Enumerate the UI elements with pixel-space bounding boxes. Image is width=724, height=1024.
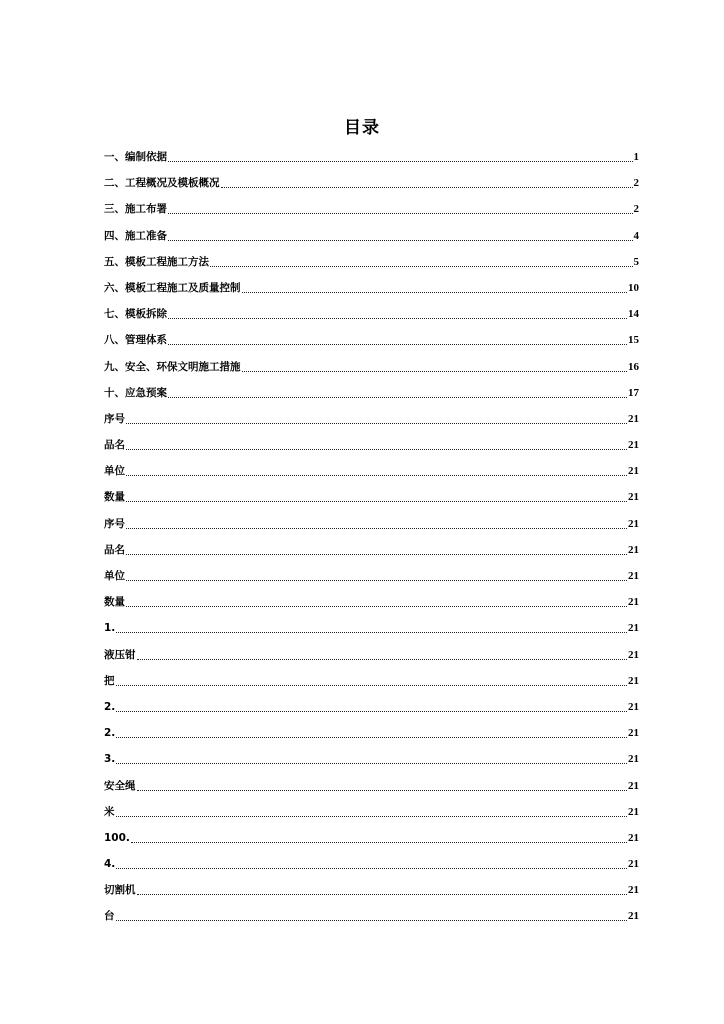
toc-entry-page-number: 21 (628, 596, 639, 609)
toc-dot-leader (137, 779, 628, 791)
toc-dot-leader (168, 333, 627, 345)
toc-entry-label: 八、管理体系 (104, 334, 167, 347)
toc-entry[interactable] (104, 412, 639, 438)
toc-entry-label: 序号 (104, 412, 125, 425)
toc-entry-label: 数量 (104, 491, 125, 504)
toc-entry-page-number: 2 (633, 203, 639, 216)
toc-entry-page-number: 1 (633, 151, 639, 163)
toc-dot-leader (116, 857, 627, 869)
toc-entry-label: 三、施工布署 (104, 203, 167, 216)
toc-dot-leader (126, 595, 627, 607)
toc-entry-page-number: 21 (628, 439, 639, 452)
toc-entry-page-number: 21 (628, 779, 639, 792)
toc-dot-leader (168, 307, 627, 319)
toc-entry[interactable] (104, 726, 639, 752)
toc-entry-page-number: 21 (628, 727, 639, 740)
toc-entry[interactable] (104, 857, 639, 883)
toc-entry-page-number: 21 (628, 700, 639, 713)
toc-entry[interactable] (104, 752, 639, 778)
toc-entry-label: 2. (104, 700, 116, 713)
toc-entry-label: 单位 (104, 465, 125, 478)
toc-entry-page-number: 21 (628, 465, 639, 478)
toc-entry-label: 六、模板工程施工及质量控制 (104, 281, 241, 294)
toc-entry-page-number: 5 (633, 255, 639, 268)
toc-entry[interactable] (104, 883, 639, 909)
toc-entry-label: 五、模板工程施工方法 (104, 255, 209, 268)
toc-entry-label: 3. (104, 753, 116, 766)
toc-dot-leader (210, 255, 633, 267)
toc-entry-page-number: 21 (628, 831, 639, 844)
toc-dot-leader (126, 412, 627, 424)
toc-dot-leader (116, 621, 627, 633)
toc-dot-leader (116, 752, 627, 764)
toc-dot-leader (116, 674, 628, 686)
toc-entry-page-number: 21 (628, 570, 639, 582)
toc-dot-leader (168, 150, 633, 162)
toc-entry-page-number: 21 (628, 648, 639, 661)
toc-entry[interactable] (104, 386, 639, 412)
toc-entry-label: 4. (104, 858, 116, 871)
toc-entry-label: 切割机 (104, 884, 136, 897)
toc-entry-page-number: 17 (628, 386, 639, 399)
toc-entry[interactable] (104, 281, 639, 307)
toc-entry[interactable] (104, 464, 639, 490)
toc-entry-page-number: 14 (628, 308, 639, 321)
toc-entry-page-number: 21 (628, 910, 639, 923)
toc-dot-leader (126, 438, 627, 450)
toc-entry-label: 序号 (104, 517, 125, 530)
toc-entry-page-number: 15 (628, 334, 639, 347)
toc-dot-leader (126, 569, 627, 581)
toc-entry-label: 100. (104, 831, 130, 844)
toc-dot-leader (168, 386, 627, 398)
toc-entry-label: 2. (104, 727, 116, 740)
toc-dot-leader (116, 700, 627, 712)
toc-dot-leader (137, 883, 628, 895)
table-of-contents (104, 150, 639, 936)
toc-entry-label: 十、应急预案 (104, 386, 167, 399)
toc-entry[interactable] (104, 543, 639, 569)
toc-entry[interactable] (104, 176, 639, 202)
toc-entry[interactable] (104, 700, 639, 726)
toc-entry-label: 台 (104, 910, 115, 923)
toc-entry[interactable] (104, 333, 639, 359)
toc-entry-page-number: 21 (628, 805, 639, 818)
toc-entry-page-number: 21 (628, 884, 639, 897)
toc-entry[interactable] (104, 202, 639, 228)
toc-entry-label: 七、模板拆除 (104, 308, 167, 321)
toc-entry[interactable] (104, 779, 639, 805)
toc-dot-leader (242, 360, 628, 372)
toc-dot-leader (126, 490, 627, 502)
toc-dot-leader (137, 648, 628, 660)
toc-dot-leader (168, 229, 633, 241)
toc-entry[interactable] (104, 569, 639, 595)
toc-entry-page-number: 21 (628, 622, 639, 635)
toc-entry-page-number: 21 (628, 412, 639, 425)
toc-entry[interactable] (104, 805, 639, 831)
toc-entry-label: 四、施工准备 (104, 229, 167, 242)
toc-entry[interactable] (104, 229, 639, 255)
toc-entry-label: 九、安全、环保文明施工措施 (104, 360, 241, 373)
toc-entry-label: 把 (104, 674, 115, 687)
toc-entry-page-number: 2 (633, 177, 639, 190)
toc-entry[interactable] (104, 438, 639, 464)
toc-entry[interactable] (104, 621, 639, 647)
toc-entry[interactable] (104, 831, 639, 857)
toc-entry-label: 1. (104, 622, 116, 635)
toc-entry[interactable] (104, 595, 639, 621)
toc-dot-leader (131, 831, 627, 843)
toc-entry-label: 一、编制依据 (104, 151, 167, 163)
toc-entry-label: 数量 (104, 596, 125, 609)
page-title: 目录 (344, 118, 380, 138)
toc-entry[interactable] (104, 150, 639, 176)
toc-entry-page-number: 21 (628, 543, 639, 556)
toc-entry-page-number: 21 (628, 674, 639, 687)
toc-dot-leader (116, 726, 627, 738)
toc-entry-page-number: 10 (628, 281, 639, 294)
toc-dot-leader (242, 281, 628, 293)
toc-dot-leader (168, 202, 633, 214)
toc-entry-label: 安全绳 (104, 779, 136, 792)
toc-dot-leader (221, 176, 633, 188)
toc-entry-label: 品名 (104, 543, 125, 556)
toc-entry[interactable] (104, 307, 639, 333)
toc-entry[interactable] (104, 674, 639, 700)
toc-entry-page-number: 16 (628, 360, 639, 373)
toc-entry[interactable] (104, 517, 639, 543)
toc-dot-leader (116, 805, 628, 817)
toc-entry-page-number: 21 (628, 753, 639, 766)
toc-entry-page-number: 21 (628, 858, 639, 871)
toc-entry-page-number: 4 (633, 229, 639, 242)
toc-entry-label: 单位 (104, 570, 125, 582)
toc-entry[interactable] (104, 490, 639, 516)
toc-entry[interactable] (104, 255, 639, 281)
toc-entry-page-number: 21 (628, 491, 639, 504)
toc-entry-page-number: 21 (628, 517, 639, 530)
toc-dot-leader (126, 543, 627, 555)
toc-entry-label: 品名 (104, 439, 125, 452)
toc-dot-leader (126, 517, 627, 529)
toc-entry-label: 米 (104, 805, 115, 818)
toc-entry[interactable] (104, 360, 639, 386)
toc-entry-label: 二、工程概况及模板概况 (104, 177, 220, 190)
toc-entry[interactable] (104, 909, 639, 935)
toc-entry[interactable] (104, 648, 639, 674)
toc-dot-leader (126, 464, 627, 476)
toc-entry-label: 液压钳 (104, 648, 136, 661)
toc-dot-leader (116, 909, 628, 921)
